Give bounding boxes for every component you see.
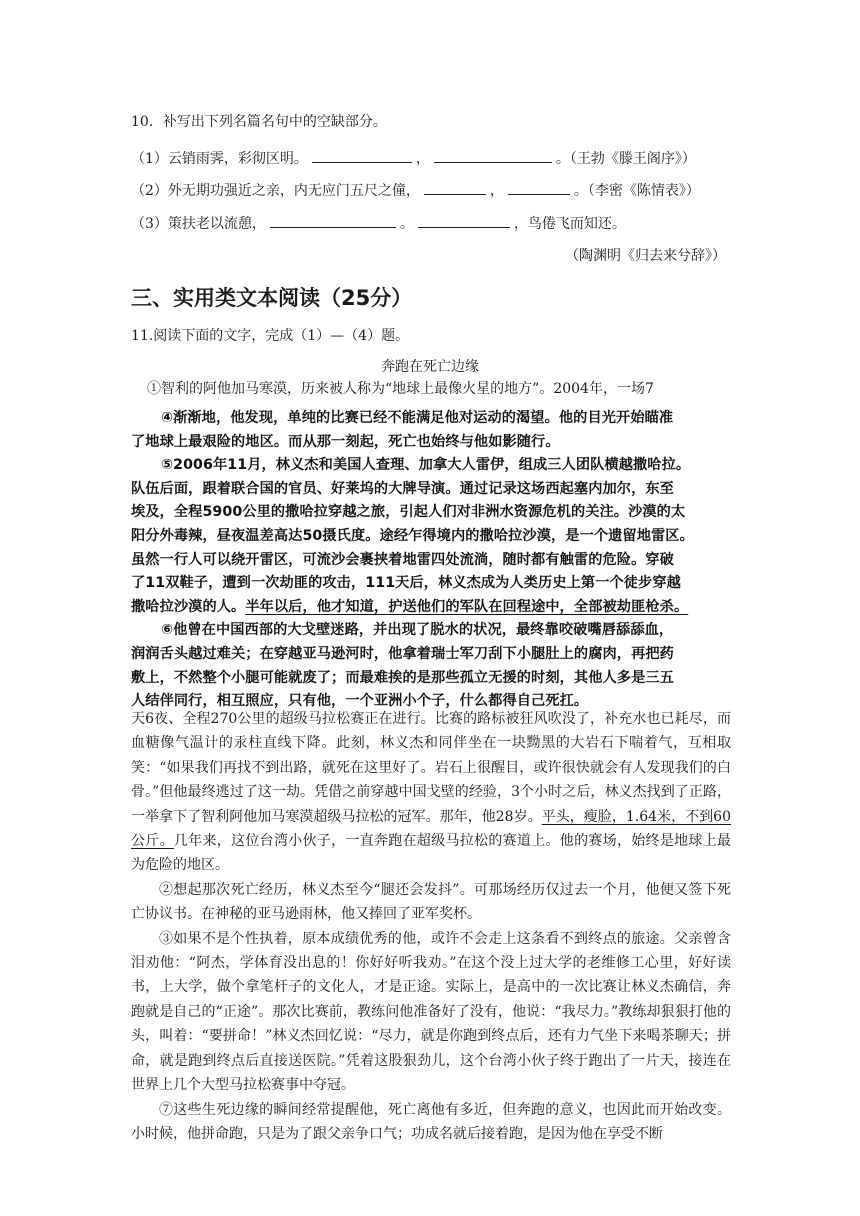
paragraph-3: ③如果不是个性执着，原本成绩优秀的他，或许不会走上这条看不到终点的旅途。父亲曾含泪劝他：“阿杰，学体育没出息的！你好好听我劝。”在这个没上过大学的老维修工心里，好好读书，上大学，做个拿笔杆子的文化人，才是正途。实际上，是高中的一次比赛让林义杰确信，奔跑就是自己的“正途”。那次比赛前，教练问他准备好了没有，他说：“我尽力。”教练却狠狠打他的头，叫着：“要拼命！”林义杰回忆说：“尽力，就是你跑到终点后，还有力气坐下来喝茶聊天；拼命，就是跑到终点后直接送医院。”凭着这股狠劲儿，这个台湾小伙子终于跑出了一片天，接连在世界上几个大型马拉松赛事中夺冠。 xyxy=(131,930,731,1094)
q10-item-2-sep: ， xyxy=(489,183,504,199)
scan-line: 了11双鞋子，遭到一次劫匪的攻击，111天后，林义杰成为人类历史上第一个徒步穿越 xyxy=(131,575,681,592)
q10-item-3-source: （陶渊明《归去来兮辞》） xyxy=(565,248,726,264)
paragraph-7: ⑦这些生死边缘的瞬间经常提醒他，死亡离他有多近，但奔跑的意义，也因此而开始改变。小时候，他拼命跑，只是为了跟父亲争口气；功成名就后接着跑，是因为他在享受不断 xyxy=(131,1101,731,1142)
scan-text: 撒哈拉沙漠的人。 xyxy=(131,598,246,615)
q10-item-3 xyxy=(131,213,626,234)
q10-item-1 xyxy=(131,148,696,169)
paragraph-text: 几年来，这位台湾小伙子，一直奔跑在超级马拉松的赛道上。他的赛场，始终是地球上最为危险的地区。 xyxy=(131,833,732,874)
q10-item-2-source: （李密《陈情表》） xyxy=(587,183,700,199)
q10-item-2-blank-a[interactable] xyxy=(424,180,486,195)
underlined-sentence: 半年以后，他才知道，护送他们的军队在回程途中，全部被劫匪枪杀。 xyxy=(245,598,689,615)
q10-item-1-text: （1）云销雨霁，彩彻区明。 xyxy=(131,151,308,167)
q10-item-1-end: 。 xyxy=(555,151,570,167)
q10-item-3-blank-a[interactable] xyxy=(270,213,396,228)
scan-line: ④渐渐地，他发现，单纯的比赛已经不能满足他对运动的渴望。他的目光开始瞄准 xyxy=(161,410,674,426)
paragraph-1-continued xyxy=(131,707,731,878)
q10-item-1-sep: ， xyxy=(415,151,430,167)
scan-line: 人结伴同行，相互照应，只有他，一个亚洲小个子，什么都得自己死扛。 xyxy=(131,693,589,710)
scan-line: ⑥他曾在中国西部的大戈壁迷路，并出现了脱水的状况，最终靠咬破嘴唇舔舔血， xyxy=(161,622,674,639)
q10-item-3-blank-b[interactable] xyxy=(418,213,510,228)
q10-item-3-end: ，鸟倦飞而知还。 xyxy=(513,216,626,232)
article-body xyxy=(131,707,731,1146)
scan-line: 润润舌头越过难关；在穿越亚马逊河时，他拿着瑞士军刀刮下小腿肚上的腐肉，再把药 xyxy=(131,645,674,662)
question-10-stem: 10．补写出下列名篇名句中的空缺部分。 xyxy=(131,114,387,130)
q10-item-2-end: 。 xyxy=(573,183,588,199)
q10-item-2 xyxy=(131,180,700,201)
scan-line: 了地球上最艰险的地区。而从那一刻起，死亡也始终与他如影随行。 xyxy=(131,433,560,450)
scan-line: 敷上，不然整个小腿可能就废了；而最难挨的是那些孤立无援的时刻，其他人多是三五 xyxy=(131,669,674,686)
scan-line: 虽然一行人可以绕开雷区，可流沙会裹挟着地雷四处流淌，随时都有触雷的危险。穿破 xyxy=(131,551,674,568)
q10-item-2-text: （2）外无期功强近之亲，内无应门五尺之僮， xyxy=(131,183,420,199)
q10-item-1-source: （王勃《滕王阁序》） xyxy=(569,151,696,167)
question-11-stem: 11.阅读下面的文字，完成（1）—（4）题。 xyxy=(131,328,410,344)
paragraph-2: ②想起那次死亡经历，林义杰至今“腿还会发抖”。可那场经历仅过去一个月，他便又签下死亡协议书。在神秘的亚马逊雨林，他又捧回了亚军奖杯。 xyxy=(131,881,731,923)
q10-item-3-text: （3）策扶老以流憩， xyxy=(131,216,266,232)
paragraph-1-first-line: ①智利的阿他加马寒漠，历来被人称为“地球上最像火星的地方”。2004年，一场7 xyxy=(147,381,654,397)
q10-item-1-blank-b[interactable] xyxy=(434,148,552,163)
scan-line: 队伍后面，跟着联合国的官员、好莱坞的大牌导演。通过记录这场西起塞内加尔，东至 xyxy=(131,480,674,497)
scanned-excerpt-image xyxy=(131,407,731,710)
scan-line: 阳分外毒辣，昼夜温差高达50摄氏度。途经乍得境内的撒哈拉沙漠，是一个遗留地雷区。 xyxy=(131,527,694,544)
underlined-sentence: 平头，瘦脸，1.64米，不到60公斤。 xyxy=(131,808,731,850)
q10-item-2-blank-b[interactable] xyxy=(508,180,570,195)
scan-line xyxy=(131,596,731,620)
paragraph-text: 天6夜、全程270公里的超级马拉松赛正在进行。比赛的路标被狂风吹没了，补充水也已耗尽，而血糖像气温计的汞柱直线下降。此刻，林义杰和同伴坐在一块黝黑的大岩石下喘着气，互相取笑：“如果我们再找不到出路，就死在这里好了。岩石上很醒目，或许很快就会有人发现我们的白骨。”但他最终逃过了这一劫。凭借之前穿越中国戈壁的经验，3个小时之后，林义杰找到了正路，一举拿下了智利阿他加马寒漠超级马拉松的冠军。那年，他28岁。 xyxy=(131,711,731,825)
scan-line: 埃及，全程5900公里的撒哈拉穿越之旅，引起人们对非洲水资源危机的关注。沙漠的太 xyxy=(131,504,686,521)
scan-line: ⑤2006年11月，林义杰和美国人查理、加拿大人雷伊，组成三人团队横越撒哈拉。 xyxy=(161,457,691,474)
q10-item-1-blank-a[interactable] xyxy=(312,148,412,163)
article-title: 奔跑在死亡边缘 xyxy=(381,359,479,375)
section-title: 三、实用类文本阅读（25分） xyxy=(131,286,413,310)
q10-item-3-sep: 。 xyxy=(399,216,414,232)
